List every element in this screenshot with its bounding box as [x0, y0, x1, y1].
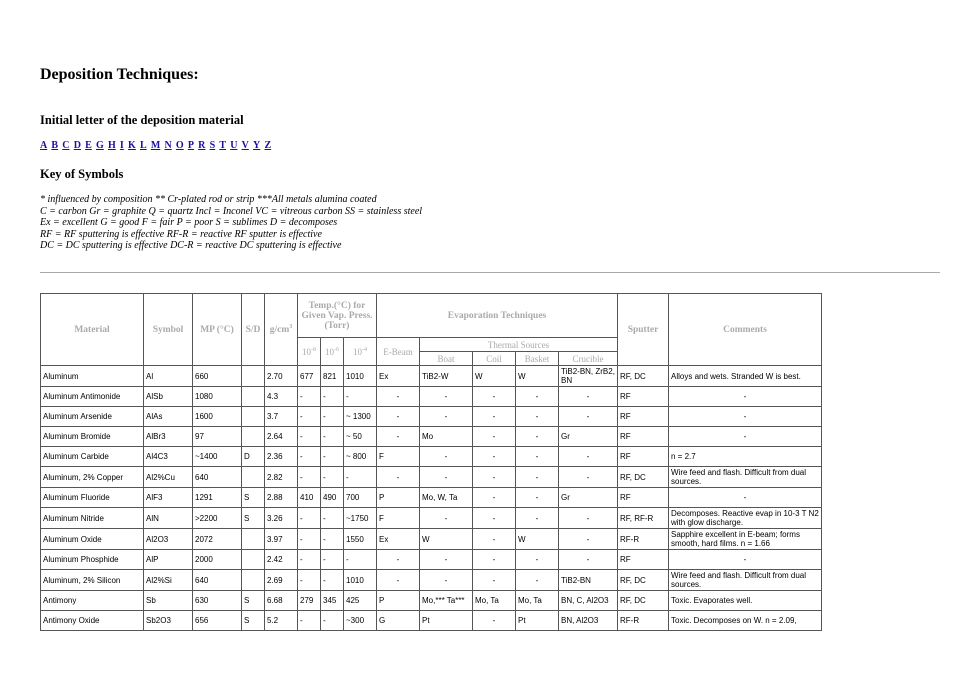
- cell-mp: 2072: [193, 529, 242, 550]
- letter-link-n[interactable]: N: [164, 140, 172, 151]
- cell-t8: -: [298, 467, 321, 488]
- cell-ebeam: -: [377, 387, 420, 407]
- cell-sd: S: [242, 488, 265, 508]
- cell-t4: 425: [344, 591, 377, 611]
- letter-link-h[interactable]: H: [107, 140, 116, 151]
- cell-material: Antimony Oxide: [41, 611, 144, 631]
- cell-symbol: AlBr3: [144, 427, 193, 447]
- cell-mp: 660: [193, 366, 242, 387]
- cell-material: Aluminum Carbide: [41, 447, 144, 467]
- initial-letter-heading: Initial letter of the deposition material: [40, 113, 244, 127]
- cell-material: Aluminum, 2% Copper: [41, 467, 144, 488]
- cell-t6: -: [321, 550, 344, 570]
- header-temp: Temp.(°C) for Given Vap. Press. (Torr): [298, 294, 377, 338]
- letter-link-g[interactable]: G: [95, 140, 104, 151]
- cell-crucible: -: [559, 550, 618, 570]
- cell-mp: 630: [193, 591, 242, 611]
- cell-comments: Wire feed and flash. Difficult from dual sources.: [669, 570, 822, 591]
- cell-material: Aluminum Antimonide: [41, 387, 144, 407]
- cell-sputter: RF, DC: [618, 467, 669, 488]
- cell-sputter: RF, DC: [618, 570, 669, 591]
- cell-comments: Toxic. Evaporates well.: [669, 591, 822, 611]
- cell-ebeam: F: [377, 508, 420, 529]
- cell-basket: W: [516, 366, 559, 387]
- cell-t8: 677: [298, 366, 321, 387]
- cell-comments: -: [669, 407, 822, 427]
- cell-sd: S: [242, 508, 265, 529]
- cell-t4: -: [344, 550, 377, 570]
- cell-material: Aluminum: [41, 366, 144, 387]
- table-row: [41, 387, 822, 407]
- cell-material: Aluminum Arsenide: [41, 407, 144, 427]
- cell-sd: [242, 366, 265, 387]
- cell-sputter: RF: [618, 488, 669, 508]
- cell-mp: 656: [193, 611, 242, 631]
- cell-sd: [242, 387, 265, 407]
- cell-t6: -: [321, 611, 344, 631]
- cell-coil: -: [473, 467, 516, 488]
- cell-coil: -: [473, 488, 516, 508]
- cell-symbol: AlF3: [144, 488, 193, 508]
- letter-link-b[interactable]: B: [51, 140, 59, 151]
- cell-basket: -: [516, 570, 559, 591]
- cell-t6: 345: [321, 591, 344, 611]
- cell-t8: -: [298, 611, 321, 631]
- cell-t8: -: [298, 508, 321, 529]
- table-row: [41, 488, 822, 508]
- header-ebeam: E-Beam: [377, 338, 420, 366]
- letter-link-p[interactable]: P: [187, 140, 194, 151]
- table-row: [41, 591, 822, 611]
- cell-sd: S: [242, 611, 265, 631]
- cell-ebeam: G: [377, 611, 420, 631]
- cell-density: 2.42: [265, 550, 298, 570]
- cell-t6: 821: [321, 366, 344, 387]
- cell-crucible: -: [559, 447, 618, 467]
- cell-comments: Alloys and wets. Stranded W is best.: [669, 366, 822, 387]
- header-sputter: Sputter: [618, 294, 669, 366]
- cell-basket: -: [516, 550, 559, 570]
- letter-link-v[interactable]: V: [241, 140, 249, 151]
- cell-mp: 640: [193, 570, 242, 591]
- cell-t6: -: [321, 447, 344, 467]
- letter-link-e[interactable]: E: [85, 140, 92, 151]
- header-basket: Basket: [516, 352, 559, 366]
- cell-t6: -: [321, 570, 344, 591]
- cell-comments: n = 2.7: [669, 447, 822, 467]
- cell-t6: -: [321, 467, 344, 488]
- cell-comments: -: [669, 387, 822, 407]
- cell-mp: 640: [193, 467, 242, 488]
- cell-t6: -: [321, 508, 344, 529]
- cell-boat: -: [420, 447, 473, 467]
- cell-crucible: BN, C, Al2O3: [559, 591, 618, 611]
- cell-ebeam: F: [377, 447, 420, 467]
- cell-material: Aluminum Fluoride: [41, 488, 144, 508]
- cell-t6: -: [321, 387, 344, 407]
- cell-symbol: Al4C3: [144, 447, 193, 467]
- cell-sd: [242, 427, 265, 447]
- cell-t4: 1550: [344, 529, 377, 550]
- cell-symbol: Al2%Si: [144, 570, 193, 591]
- letter-index: [40, 140, 275, 151]
- cell-t6: -: [321, 407, 344, 427]
- letter-link-d[interactable]: D: [73, 140, 81, 151]
- letter-link-i[interactable]: I: [119, 140, 124, 151]
- cell-sd: [242, 467, 265, 488]
- header-comments: Comments: [669, 294, 822, 366]
- cell-ebeam: -: [377, 570, 420, 591]
- cell-sputter: RF: [618, 427, 669, 447]
- table-row: [41, 508, 822, 529]
- deposition-table: [40, 293, 822, 631]
- cell-comments: -: [669, 488, 822, 508]
- cell-comments: Toxic. Decomposes on W. n = 2.09,: [669, 611, 822, 631]
- cell-material: Aluminum Oxide: [41, 529, 144, 550]
- cell-t4: ~ 800: [344, 447, 377, 467]
- cell-sputter: RF, DC: [618, 366, 669, 387]
- cell-basket: Pt: [516, 611, 559, 631]
- cell-ebeam: Ex: [377, 366, 420, 387]
- cell-mp: >2200: [193, 508, 242, 529]
- cell-basket: -: [516, 467, 559, 488]
- cell-sd: [242, 570, 265, 591]
- table-row: [41, 550, 822, 570]
- cell-symbol: Sb2O3: [144, 611, 193, 631]
- cell-t6: -: [321, 529, 344, 550]
- cell-t4: ~ 50: [344, 427, 377, 447]
- cell-ebeam: P: [377, 591, 420, 611]
- cell-sd: [242, 550, 265, 570]
- cell-mp: 2000: [193, 550, 242, 570]
- cell-crucible: -: [559, 508, 618, 529]
- cell-t8: -: [298, 447, 321, 467]
- cell-boat: Mo,*** Ta***: [420, 591, 473, 611]
- cell-symbol: Sb: [144, 591, 193, 611]
- key-line: DC = DC sputtering is effective DC-R = reactive DC sputtering is effective: [40, 240, 342, 251]
- header-symbol: Symbol: [144, 294, 193, 366]
- cell-density: 3.7: [265, 407, 298, 427]
- cell-comments: Decomposes. Reactive evap in 10-3 T N2 with glow discharge.: [669, 508, 822, 529]
- table-row: [41, 529, 822, 550]
- cell-ebeam: Ex: [377, 529, 420, 550]
- key-line: * influenced by composition ** Cr-plated rod or strip ***All metals alumina coated: [40, 194, 377, 205]
- cell-t8: 410: [298, 488, 321, 508]
- cell-t8: -: [298, 427, 321, 447]
- cell-density: 6.68: [265, 591, 298, 611]
- cell-density: 2.82: [265, 467, 298, 488]
- cell-crucible: -: [559, 407, 618, 427]
- cell-material: Aluminum Phosphide: [41, 550, 144, 570]
- cell-basket: -: [516, 508, 559, 529]
- cell-boat: W: [420, 529, 473, 550]
- cell-density: 5.2: [265, 611, 298, 631]
- cell-t4: 1010: [344, 366, 377, 387]
- cell-t4: ~1750: [344, 508, 377, 529]
- cell-material: Aluminum Bromide: [41, 427, 144, 447]
- cell-coil: -: [473, 570, 516, 591]
- cell-t4: ~ 1300: [344, 407, 377, 427]
- header-sd: S/D: [242, 294, 265, 366]
- key-line: Ex = excellent G = good F = fair P = poor S = sublimes D = decomposes: [40, 217, 338, 228]
- cell-sputter: RF, RF-R: [618, 508, 669, 529]
- cell-density: 2.36: [265, 447, 298, 467]
- cell-coil: Mo, Ta: [473, 591, 516, 611]
- cell-symbol: AlP: [144, 550, 193, 570]
- header-thermal: Thermal Sources: [420, 338, 618, 352]
- cell-coil: -: [473, 387, 516, 407]
- table-row: [41, 611, 822, 631]
- cell-coil: -: [473, 447, 516, 467]
- cell-t4: 1010: [344, 570, 377, 591]
- key-line: RF = RF sputtering is effective RF-R = reactive RF sputter is effective: [40, 228, 322, 240]
- cell-comments: Sapphire excellent in E-beam; forms smooth, hard films. n = 1.66: [669, 529, 822, 550]
- cell-sputter: RF-R: [618, 611, 669, 631]
- cell-boat: Mo: [420, 427, 473, 447]
- header-p4: $10^{-4}$: [344, 338, 377, 366]
- cell-basket: W: [516, 529, 559, 550]
- header-p8: $10^{-8}$: [298, 338, 321, 366]
- letter-link-y[interactable]: Y: [253, 140, 261, 151]
- cell-t8: 279: [298, 591, 321, 611]
- cell-sputter: RF: [618, 550, 669, 570]
- cell-comments: -: [669, 427, 822, 447]
- cell-crucible: -: [559, 387, 618, 407]
- table-row: [41, 447, 822, 467]
- header-coil: Coil: [473, 352, 516, 366]
- cell-comments: -: [669, 550, 822, 570]
- key-of-symbols: [40, 194, 422, 252]
- letter-link-t[interactable]: T: [219, 140, 227, 151]
- cell-basket: -: [516, 488, 559, 508]
- cell-boat: -: [420, 407, 473, 427]
- cell-t8: -: [298, 570, 321, 591]
- cell-sputter: RF: [618, 407, 669, 427]
- page-title: Deposition Techniques:: [40, 66, 199, 83]
- cell-sd: [242, 529, 265, 550]
- cell-symbol: AlSb: [144, 387, 193, 407]
- cell-crucible: -: [559, 467, 618, 488]
- cell-material: Antimony: [41, 591, 144, 611]
- cell-symbol: AlN: [144, 508, 193, 529]
- cell-basket: -: [516, 387, 559, 407]
- cell-t6: 490: [321, 488, 344, 508]
- cell-sd: D: [242, 447, 265, 467]
- cell-ebeam: -: [377, 427, 420, 447]
- cell-t8: -: [298, 529, 321, 550]
- cell-crucible: Gr: [559, 488, 618, 508]
- cell-crucible: -: [559, 529, 618, 550]
- cell-symbol: Al: [144, 366, 193, 387]
- cell-ebeam: P: [377, 488, 420, 508]
- header-boat: Boat: [420, 352, 473, 366]
- cell-ebeam: -: [377, 407, 420, 427]
- cell-coil: -: [473, 508, 516, 529]
- letter-link-s[interactable]: S: [209, 140, 216, 151]
- table-row: [41, 427, 822, 447]
- cell-crucible: TiB2-BN: [559, 570, 618, 591]
- cell-material: Aluminum, 2% Silicon: [41, 570, 144, 591]
- cell-boat: Mo, W, Ta: [420, 488, 473, 508]
- header-p6: $10^{-6}$: [321, 338, 344, 366]
- cell-sputter: RF, DC: [618, 591, 669, 611]
- letter-link-c[interactable]: C: [62, 140, 70, 151]
- letter-link-k[interactable]: K: [128, 140, 136, 151]
- cell-mp: ~1400: [193, 447, 242, 467]
- cell-boat: -: [420, 550, 473, 570]
- cell-symbol: AlAs: [144, 407, 193, 427]
- letter-link-z[interactable]: Z: [264, 140, 272, 151]
- cell-mp: 97: [193, 427, 242, 447]
- cell-sputter: RF: [618, 387, 669, 407]
- table-row: [41, 570, 822, 591]
- cell-coil: -: [473, 550, 516, 570]
- header-crucible: Crucible: [559, 352, 618, 366]
- cell-mp: 1080: [193, 387, 242, 407]
- cell-boat: TiB2-W: [420, 366, 473, 387]
- cell-basket: -: [516, 407, 559, 427]
- cell-t4: 700: [344, 488, 377, 508]
- letter-link-r[interactable]: R: [198, 140, 206, 151]
- cell-sputter: RF: [618, 447, 669, 467]
- cell-mp: 1291: [193, 488, 242, 508]
- letter-link-o[interactable]: O: [175, 140, 184, 151]
- cell-sd: S: [242, 591, 265, 611]
- header-material: Material: [41, 294, 144, 366]
- cell-density: 2.70: [265, 366, 298, 387]
- cell-density: 3.26: [265, 508, 298, 529]
- cell-density: 2.69: [265, 570, 298, 591]
- cell-sd: [242, 407, 265, 427]
- cell-crucible: Gr: [559, 427, 618, 447]
- cell-ebeam: -: [377, 467, 420, 488]
- table-row: [41, 467, 822, 488]
- letter-link-m[interactable]: M: [150, 140, 161, 151]
- cell-t4: -: [344, 387, 377, 407]
- cell-t6: -: [321, 427, 344, 447]
- cell-coil: -: [473, 427, 516, 447]
- cell-comments: Wire feed and flash. Difficult from dual sources.: [669, 467, 822, 488]
- cell-boat: -: [420, 467, 473, 488]
- cell-t8: -: [298, 550, 321, 570]
- cell-material: Aluminum Nitride: [41, 508, 144, 529]
- cell-coil: -: [473, 407, 516, 427]
- cell-mp: 1600: [193, 407, 242, 427]
- cell-boat: -: [420, 570, 473, 591]
- cell-t8: -: [298, 387, 321, 407]
- header-density: $g/cm^3$: [265, 294, 298, 366]
- letter-link-a[interactable]: A: [40, 140, 48, 151]
- table-row: [41, 407, 822, 427]
- cell-density: 4.3: [265, 387, 298, 407]
- cell-symbol: Al2O3: [144, 529, 193, 550]
- cell-coil: W: [473, 366, 516, 387]
- cell-symbol: Al2%Cu: [144, 467, 193, 488]
- cell-boat: -: [420, 387, 473, 407]
- header-evap: Evaporation Techniques: [377, 294, 618, 338]
- cell-ebeam: -: [377, 550, 420, 570]
- cell-density: 2.64: [265, 427, 298, 447]
- cell-boat: Pt: [420, 611, 473, 631]
- cell-crucible: TiB2-BN, ZrB2, BN: [559, 366, 618, 387]
- cell-t4: ~300: [344, 611, 377, 631]
- cell-density: 3.97: [265, 529, 298, 550]
- cell-t8: -: [298, 407, 321, 427]
- cell-boat: -: [420, 508, 473, 529]
- divider: [40, 272, 940, 273]
- cell-sputter: RF-R: [618, 529, 669, 550]
- cell-crucible: BN, Al2O3: [559, 611, 618, 631]
- cell-density: 2.88: [265, 488, 298, 508]
- cell-basket: Mo, Ta: [516, 591, 559, 611]
- cell-coil: -: [473, 529, 516, 550]
- cell-coil: -: [473, 611, 516, 631]
- cell-basket: -: [516, 447, 559, 467]
- table-body: [41, 366, 822, 631]
- table-row: [41, 366, 822, 387]
- letter-link-l[interactable]: L: [139, 140, 147, 151]
- letter-link-u[interactable]: U: [230, 140, 238, 151]
- cell-t4: -: [344, 467, 377, 488]
- header-mp: MP (°C): [193, 294, 242, 366]
- key-line: C = carbon Gr = graphite Q = quartz Incl = Inconel VC = vitreous carbon SS = stainless steel: [40, 205, 423, 217]
- key-heading: Key of Symbols: [40, 167, 124, 181]
- cell-basket: -: [516, 427, 559, 447]
